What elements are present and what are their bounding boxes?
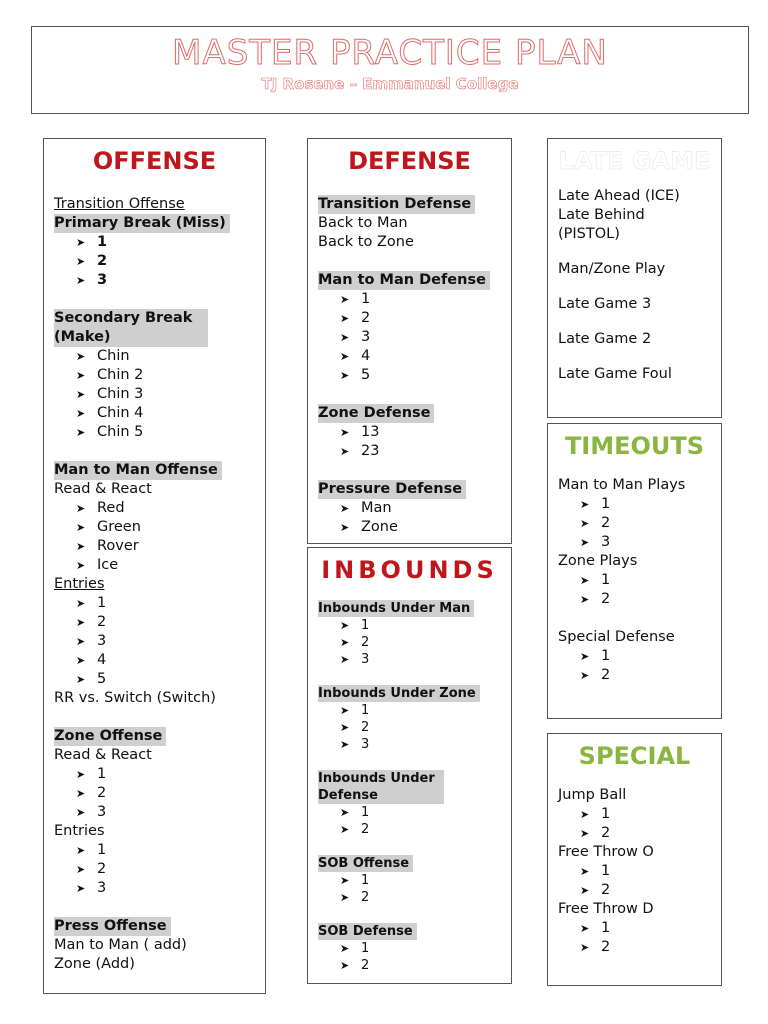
zone-read-react-label: Read & React (54, 747, 152, 763)
list-item: ➤ 3 (318, 736, 501, 753)
timeouts-column (547, 423, 722, 719)
zone-entries-label: Entries (54, 823, 105, 839)
defense-column (307, 138, 512, 544)
list-item: ➤ 3 (318, 651, 501, 668)
zone-defense-heading: Zone Defense (318, 404, 434, 423)
list-item: ➤ 2 (54, 613, 255, 632)
late-item: Late Game Foul (558, 366, 672, 382)
defense-title: DEFENSE (348, 147, 471, 175)
list-item: ➤ 1 (54, 594, 255, 613)
list-item: ➤ 2 (318, 889, 501, 906)
list-item: ➤ 2 (318, 957, 501, 974)
list-item: ➤ Ice (54, 556, 255, 575)
list-item: ➤ Red (54, 499, 255, 518)
press-zone-label: Zone (Add) (54, 956, 135, 972)
list-item: ➤ 23 (318, 442, 501, 461)
inbounds-under-zone-heading: Inbounds Under Zone (318, 685, 480, 702)
list-item: ➤ 1 (558, 862, 711, 881)
list-item: ➤ Rover (54, 537, 255, 556)
special-defense-label: Special Defense (558, 629, 675, 645)
secondary-break-heading: Secondary Break (Make) (54, 309, 208, 347)
late-game-title: LATE GAME (558, 147, 711, 175)
list-item: ➤ 2 (318, 634, 501, 651)
jump-ball-label: Jump Ball (558, 787, 627, 803)
list-item: ➤ 2 (558, 881, 711, 900)
press-offense-heading: Press Offense (54, 917, 171, 936)
list-item: ➤ 3 (54, 803, 255, 822)
back-zone-label: Back to Zone (318, 234, 414, 250)
list-item: ➤ 3 (54, 271, 255, 290)
list-item: ➤ 3 (558, 533, 711, 552)
list-item: ➤ 2 (318, 719, 501, 736)
page-subtitle: TJ Rosene – Emmanuel College (261, 75, 519, 93)
list-item: ➤ 1 (318, 940, 501, 957)
list-item: ➤ 5 (54, 670, 255, 689)
list-item: ➤ 2 (558, 514, 711, 533)
read-react-label: Read & React (54, 481, 152, 497)
list-item: ➤ 1 (558, 919, 711, 938)
header-box (31, 26, 749, 114)
list-item: ➤ 2 (558, 938, 711, 957)
list-item: ➤ Chin 4 (54, 404, 255, 423)
list-item: ➤ 1 (54, 841, 255, 860)
page-title: MASTER PRACTICE PLAN (172, 33, 608, 73)
list-item: ➤ 5 (318, 366, 501, 385)
list-item: ➤ Green (54, 518, 255, 537)
special-column (547, 733, 722, 986)
inbounds-title: INBOUNDS (321, 556, 498, 584)
pressure-defense-heading: Pressure Defense (318, 480, 466, 499)
zone-plays-label: Zone Plays (558, 553, 638, 569)
offense-title: OFFENSE (92, 147, 217, 175)
list-item: ➤ Man (318, 499, 501, 518)
sob-offense-heading: SOB Offense (318, 855, 413, 872)
list-item: ➤ 3 (54, 879, 255, 898)
list-item: ➤ 1 (318, 702, 501, 719)
list-item: ➤ 1 (54, 765, 255, 784)
transition-defense-heading: Transition Defense (318, 195, 475, 214)
back-man-label: Back to Man (318, 215, 408, 231)
list-item: ➤ 2 (558, 590, 711, 609)
list-item: ➤ 2 (54, 252, 255, 271)
list-item: ➤ 4 (54, 651, 255, 670)
offense-column (43, 138, 266, 994)
zone-offense-heading: Zone Offense (54, 727, 166, 746)
list-item: ➤ 1 (558, 571, 711, 590)
inbounds-under-defense-heading: Inbounds Under Defense (318, 770, 444, 804)
list-item: ➤ 3 (318, 328, 501, 347)
late-game-column (547, 138, 722, 418)
press-man-label: Man to Man ( add) (54, 937, 187, 953)
transition-offense: Transition Offense (54, 196, 185, 212)
sob-defense-heading: SOB Defense (318, 923, 417, 940)
list-item: ➤ 3 (54, 632, 255, 651)
free-throw-d-label: Free Throw D (558, 901, 654, 917)
man-plays-label: Man to Man Plays (558, 477, 686, 493)
list-item: ➤ 1 (558, 495, 711, 514)
list-item: ➤ 1 (558, 805, 711, 824)
special-title: SPECIAL (578, 742, 691, 770)
man-offense-heading: Man to Man Offense (54, 461, 222, 480)
list-item: ➤ 1 (318, 617, 501, 634)
entries-label: Entries (54, 576, 105, 592)
list-item: ➤ 2 (54, 860, 255, 879)
free-throw-o-label: Free Throw O (558, 844, 654, 860)
timeouts-title: TIMEOUTS (564, 432, 705, 460)
list-item: ➤ 2 (318, 821, 501, 838)
list-item: ➤ Chin 2 (54, 366, 255, 385)
list-item: ➤ Chin 3 (54, 385, 255, 404)
late-item: Late Behind (PISTOL) (558, 207, 645, 242)
list-item: ➤ Zone (318, 518, 501, 537)
list-item: ➤ 2 (558, 824, 711, 843)
late-item: Late Ahead (ICE) (558, 188, 680, 204)
primary-break-heading: Primary Break (Miss) (54, 214, 230, 233)
rr-switch-label: RR vs. Switch (Switch) (54, 690, 216, 706)
list-item: ➤ 13 (318, 423, 501, 442)
man-defense-heading: Man to Man Defense (318, 271, 490, 290)
list-item: ➤ 2 (558, 666, 711, 685)
late-item: Late Game 2 (558, 331, 652, 347)
list-item: ➤ 1 (318, 290, 501, 309)
inbounds-column (307, 547, 512, 984)
late-item: Late Game 3 (558, 296, 652, 312)
list-item: ➤ 2 (318, 309, 501, 328)
list-item: ➤ 1 (558, 647, 711, 666)
list-item: ➤ 1 (54, 233, 255, 252)
late-item: Man/Zone Play (558, 261, 666, 277)
list-item: ➤ 4 (318, 347, 501, 366)
list-item: ➤ 1 (318, 804, 501, 821)
inbounds-under-man-heading: Inbounds Under Man (318, 600, 474, 617)
list-item: ➤ 1 (318, 872, 501, 889)
list-item: ➤ Chin 5 (54, 423, 255, 442)
list-item: ➤ Chin (54, 347, 255, 366)
list-item: ➤ 2 (54, 784, 255, 803)
